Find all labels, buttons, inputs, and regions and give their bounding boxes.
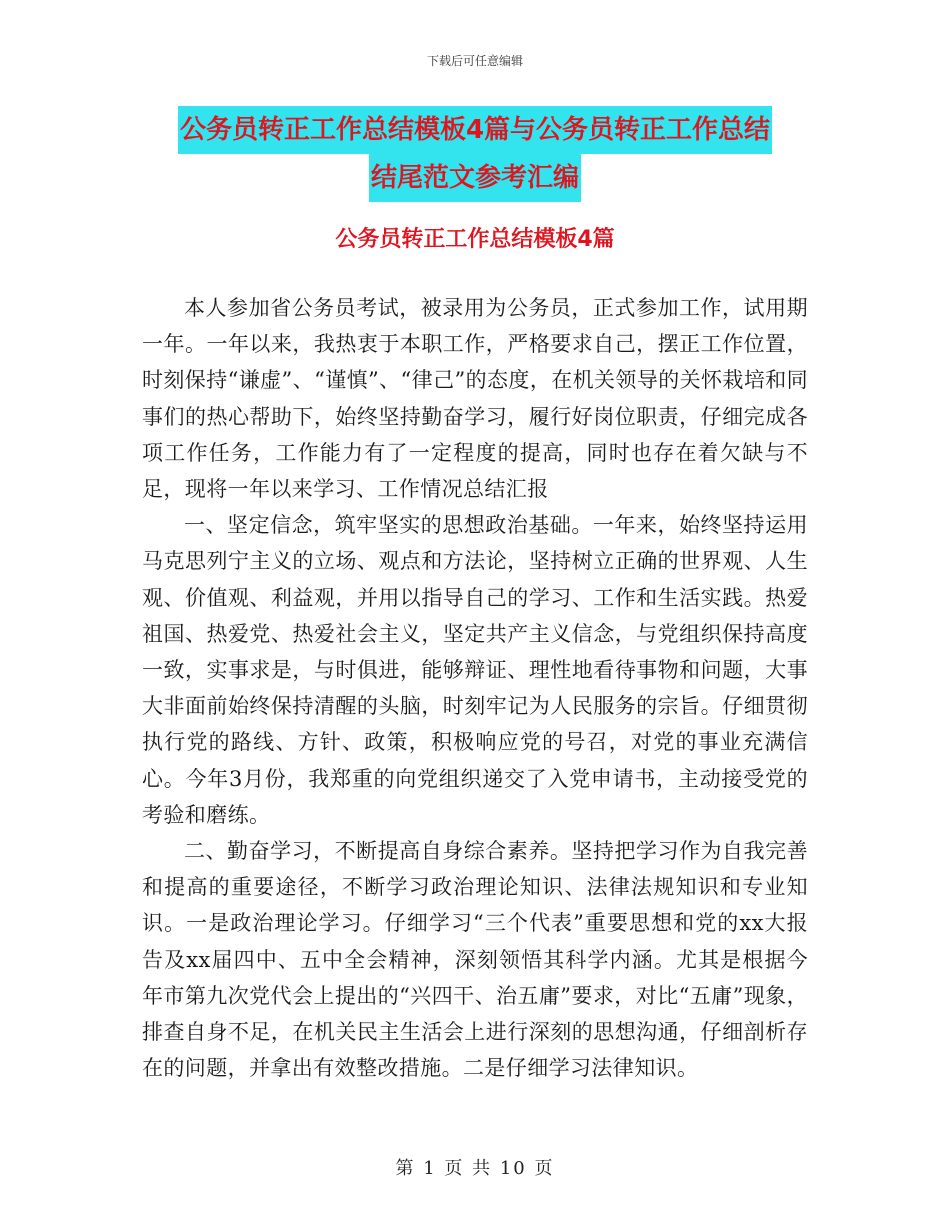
- paragraph-section-2: 二、勤奋学习，不断提高自身综合素养。坚持把学习作为自我完善和提高的重要途径，不断学习政治理论知识、法律法规知识和专业知识。一是政治理论学习。仔细学习“三个代表”重要思想和党的xx大报告及xx届四中、五中全会精神，深刻领悟其科学内涵。尤其是根据今年市第九次党代会上提出的“兴四干、治五庸”要求，对比“五庸”现象，排查自身不足，在机关民主生活会上进行深刻的思想沟通，仔细剖析存在的问题，并拿出有效整改措施。二是仔细学习法律知识。: [142, 839, 808, 1081]
- body-text: [142, 290, 808, 1086]
- title-line-1: 公务员转正工作总结模板4篇与公务员转正工作总结: [178, 106, 772, 154]
- title-line-2: 结尾范文参考汇编: [369, 154, 581, 202]
- page-footer: 第 1 页 共 10 页: [395, 1158, 555, 1179]
- paragraph-intro: 本人参加省公务员考试，被录用为公务员，正式参加工作，试用期一年。一年以来，我热衷于本职工作，严格要求自己，摆正工作位置，时刻保持“谦虚”、“谨慎”、“律己”的态度，在机关领导的关怀栽培和同事们的热心帮助下，始终坚持勤奋学习，履行好岗位职责，仔细完成各项工作任务，工作能力有了一定程度的提高，同时也存在着欠缺与不足，现将一年以来学习、工作情况总结汇报: [142, 296, 809, 502]
- header-note: 下载后可任意编辑: [426, 54, 523, 68]
- section-subtitle: 公务员转正工作总结模板4篇: [335, 227, 615, 252]
- paragraph-section-1: 一、坚定信念，筑牢坚实的思想政治基础。一年来，始终坚持运用马克思列宁主义的立场、观点和方法论，坚持树立正确的世界观、人生观、价值观、利益观，并用以指导自己的学习、工作和生活实践。热爱祖国、热爱党、热爱社会主义，坚定共产主义信念，与党组织保持高度一致，实事求是，与时俱进，能够辩证、理性地看待事物和问题，大事大非面前始终保持清醒的头脑，时刻牢记为人民服务的宗旨。仔细贯彻执行党的路线、方针、政策，积极响应党的号召，对党的事业充满信心。今年3月份，我郑重的向党组织递交了入党申请书，主动接受党的考验和磨练。: [142, 513, 808, 827]
- document-title: [0, 106, 950, 202]
